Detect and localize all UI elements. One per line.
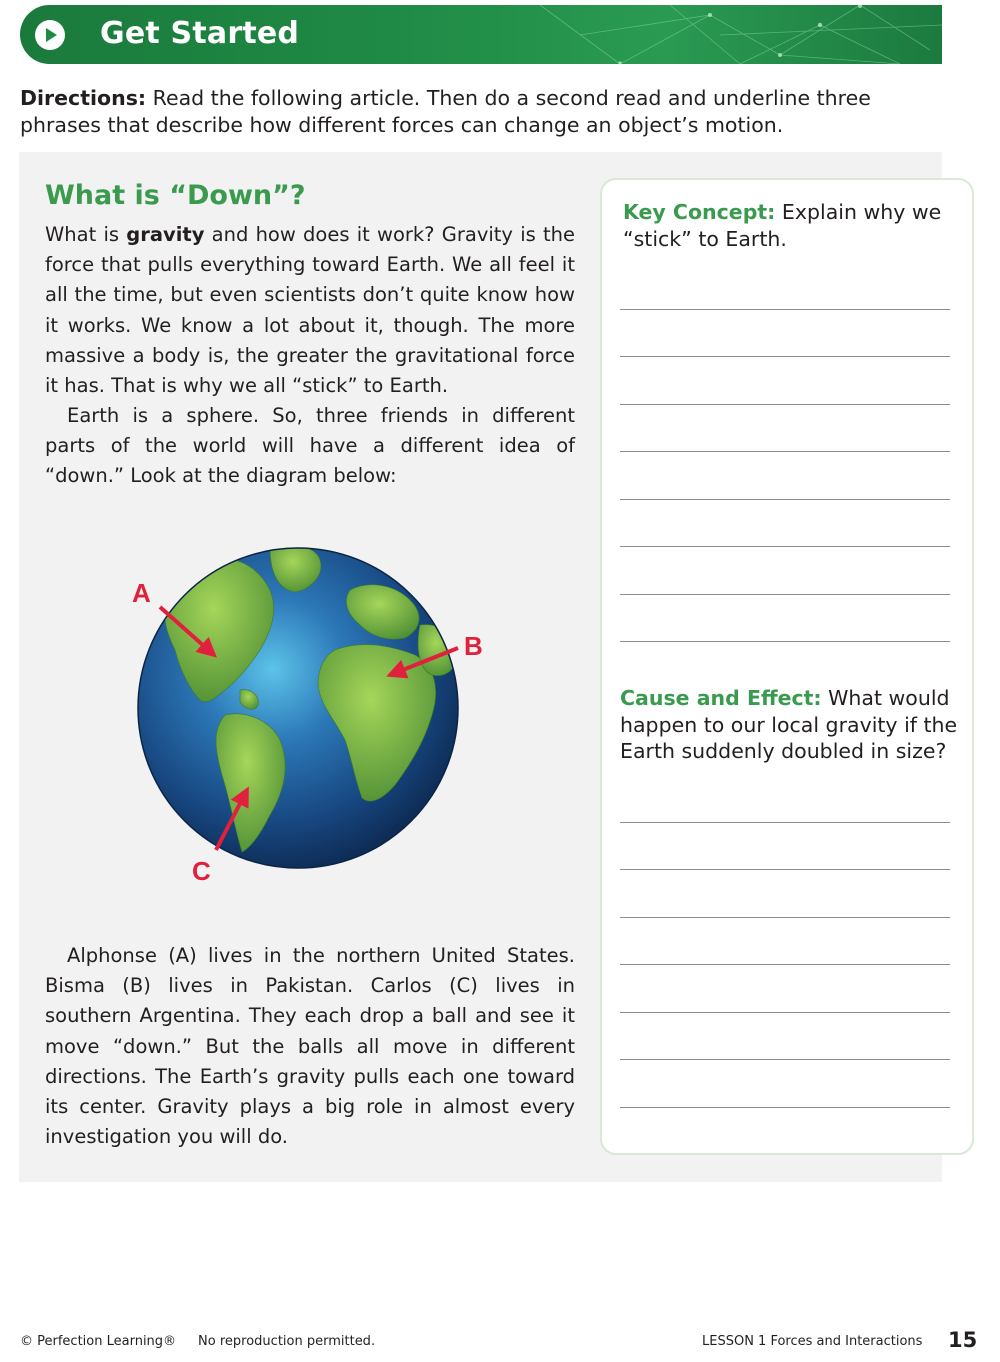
- page-number: 15: [948, 1328, 978, 1352]
- banner-title: Get Started: [100, 16, 300, 51]
- writing-line[interactable]: [620, 822, 950, 823]
- key-concept-prompt: [623, 199, 968, 252]
- writing-line[interactable]: [620, 404, 950, 405]
- directions-label: Directions:: [20, 86, 147, 110]
- article-paragraph-3: [45, 941, 575, 1152]
- writing-line[interactable]: [620, 546, 950, 547]
- writing-line[interactable]: [620, 594, 950, 595]
- writing-line[interactable]: [620, 964, 950, 965]
- writing-line[interactable]: [620, 309, 950, 310]
- key-concept-label: Key Concept:: [623, 200, 776, 224]
- footer-left: [20, 1333, 375, 1351]
- notes-sidebar: [600, 178, 974, 1155]
- writing-line[interactable]: [620, 1059, 950, 1060]
- writing-line[interactable]: [620, 1107, 950, 1108]
- label-b: B: [464, 631, 483, 661]
- cause-effect-prompt: [620, 685, 965, 765]
- earth-diagram: [120, 530, 483, 900]
- directions-text: Read the following article. Then do a second read and underline three phrases that describe how different forces can change an object’s motion.: [20, 86, 871, 137]
- article-title: What is “Down”?: [45, 180, 306, 211]
- writing-line[interactable]: [620, 451, 950, 452]
- p3-text: Alphonse (A) lives in the northern United States. Bisma (B) lives in Pakistan. Carlos (C) lives in southern Argentina. They each drop a ball and see it move “down.” But the balls all move in different directions. The Earth’s gravity pulls each one toward its center. Gravity plays a big role in almost every investigation you will do.: [45, 944, 575, 1149]
- writing-line[interactable]: [620, 499, 950, 500]
- p1-rest: and how does it work? Gravity is the force that pulls everything toward Earth. We all feel it all the time, but even scientists don’t quite know how it works. We know a lot about it, though. The more massive a body is, the greater the gravitational force it has. That is why we all “stick” to Earth.: [45, 223, 575, 398]
- section-banner: [20, 5, 942, 64]
- cause-effect-label: Cause and Effect:: [620, 686, 822, 710]
- lesson-label: LESSON 1 Forces and Interactions: [702, 1334, 923, 1349]
- play-icon: [35, 20, 65, 50]
- p1-keyword: gravity: [126, 223, 205, 246]
- p2-text: Earth is a sphere. So, three friends in different parts of the world will have a different idea of “down.” Look at the diagram below:: [45, 404, 575, 488]
- writing-line[interactable]: [620, 869, 950, 870]
- copyright: © Perfection Learning®: [20, 1334, 177, 1349]
- article-paragraph-2: [45, 401, 575, 492]
- writing-line[interactable]: [620, 641, 950, 642]
- cause-effect-text: What would happen to our local gravity if the Earth suddenly doubled in size?: [620, 686, 958, 763]
- key-concept-text: Explain why we “stick” to Earth.: [623, 200, 942, 251]
- p1-start: What is: [45, 223, 127, 246]
- writing-line[interactable]: [620, 356, 950, 357]
- reproduction-notice: No reproduction permitted.: [198, 1334, 376, 1349]
- article-paragraph-1: [45, 220, 575, 401]
- writing-line[interactable]: [620, 1012, 950, 1013]
- writing-line[interactable]: [620, 917, 950, 918]
- label-c: C: [192, 856, 211, 886]
- label-a: A: [132, 578, 151, 608]
- directions: [20, 85, 920, 139]
